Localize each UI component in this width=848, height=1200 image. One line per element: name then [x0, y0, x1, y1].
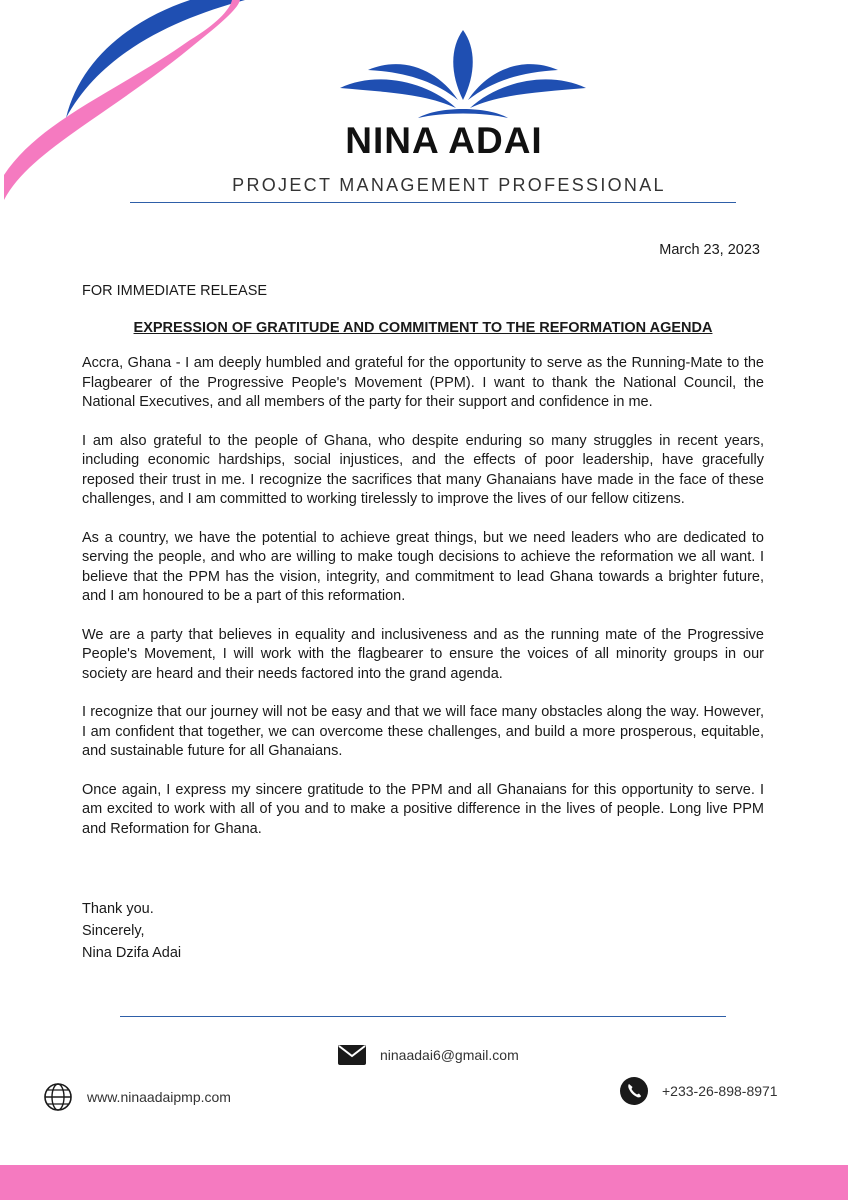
globe-icon: [43, 1082, 73, 1112]
body-paragraph: Once again, I express my sincere gratitude to the PPM and all Ghanaians for this opportunity to serve. I am excited to work with all of you and to make a positive difference in the lives of people. Long live PPM and Reformation for Ghana.: [82, 781, 764, 837]
phone-icon: [620, 1077, 648, 1105]
body-paragraph: Accra, Ghana - I am deeply humbled and grateful for the opportunity to serve as the Running-Mate to the Flagbearer of the Progressive People's Movement (PPM). I want to thank the National Council, the National Executives, and all members of the party for their support and confidence in me.: [82, 355, 764, 410]
release-label: FOR IMMEDIATE RELEASE: [82, 283, 268, 299]
footer-divider: [120, 1016, 726, 1017]
email-text[interactable]: ninaadai6@gmail.com: [380, 1047, 519, 1063]
contact-website[interactable]: [43, 1082, 231, 1112]
signoff: [82, 898, 181, 964]
contact-phone[interactable]: [620, 1077, 778, 1105]
phone-text[interactable]: +233-26-898-8971: [662, 1083, 778, 1099]
body-paragraph: We are a party that believes in equality and inclusiveness and as the running mate of the Progressive People's Movement, I will work with the flagbearer to ensure the voices of all minority groups in our society are heard and their needs factored into the grand agenda.: [82, 626, 764, 682]
body-paragraph: I recognize that our journey will not be easy and that we will face many obstacles along the way. However, I am confident that together, we can overcome these challenges, and build a more prosperous, equitable, and sustainable future for all Ghanaians.: [82, 704, 764, 759]
letter-date: March 23, 2023: [659, 242, 760, 258]
envelope-icon: [338, 1045, 366, 1065]
contact-email[interactable]: [338, 1045, 519, 1065]
website-text[interactable]: www.ninaadaipmp.com: [87, 1089, 231, 1105]
header-divider: [130, 202, 736, 203]
signatory-name: Nina Dzifa Adai: [82, 945, 182, 961]
letter-headline: EXPRESSION OF GRATITUDE AND COMMITMENT TO THE REFORMATION AGENDA: [133, 320, 713, 336]
closing-salutation: Sincerely,: [82, 923, 145, 939]
lotus-icon: [338, 30, 588, 122]
body-paragraph: As a country, we have the potential to achieve great things, but we need leaders who are dedicated to serving the people, and who are willing to make tough decisions to achieve the reformation we all want. I believe that the PPM has the vision, integrity, and commitment to lead Ghana towards a brighter future, and I am honoured to be a part of this reformation.: [82, 529, 764, 604]
closing-thanks: Thank you.: [82, 901, 154, 917]
letter-body: [82, 354, 764, 858]
brand-name: NINA ADAI: [345, 120, 543, 161]
footer-bar: [0, 1165, 848, 1200]
body-paragraph: I am also grateful to the people of Ghana, who despite enduring so many struggles in recent years, including economic hardships, social injustices, and the effects of poor leadership, have gracefully reposed their trust in me. I recognize the sacrifices that many Ghanaians have made in the face of these challenges, and I am committed to working tirelessly to improve the lives of our fellow citizens.: [82, 432, 764, 507]
brand-tagline: PROJECT MANAGEMENT PROFESSIONAL: [232, 175, 666, 195]
